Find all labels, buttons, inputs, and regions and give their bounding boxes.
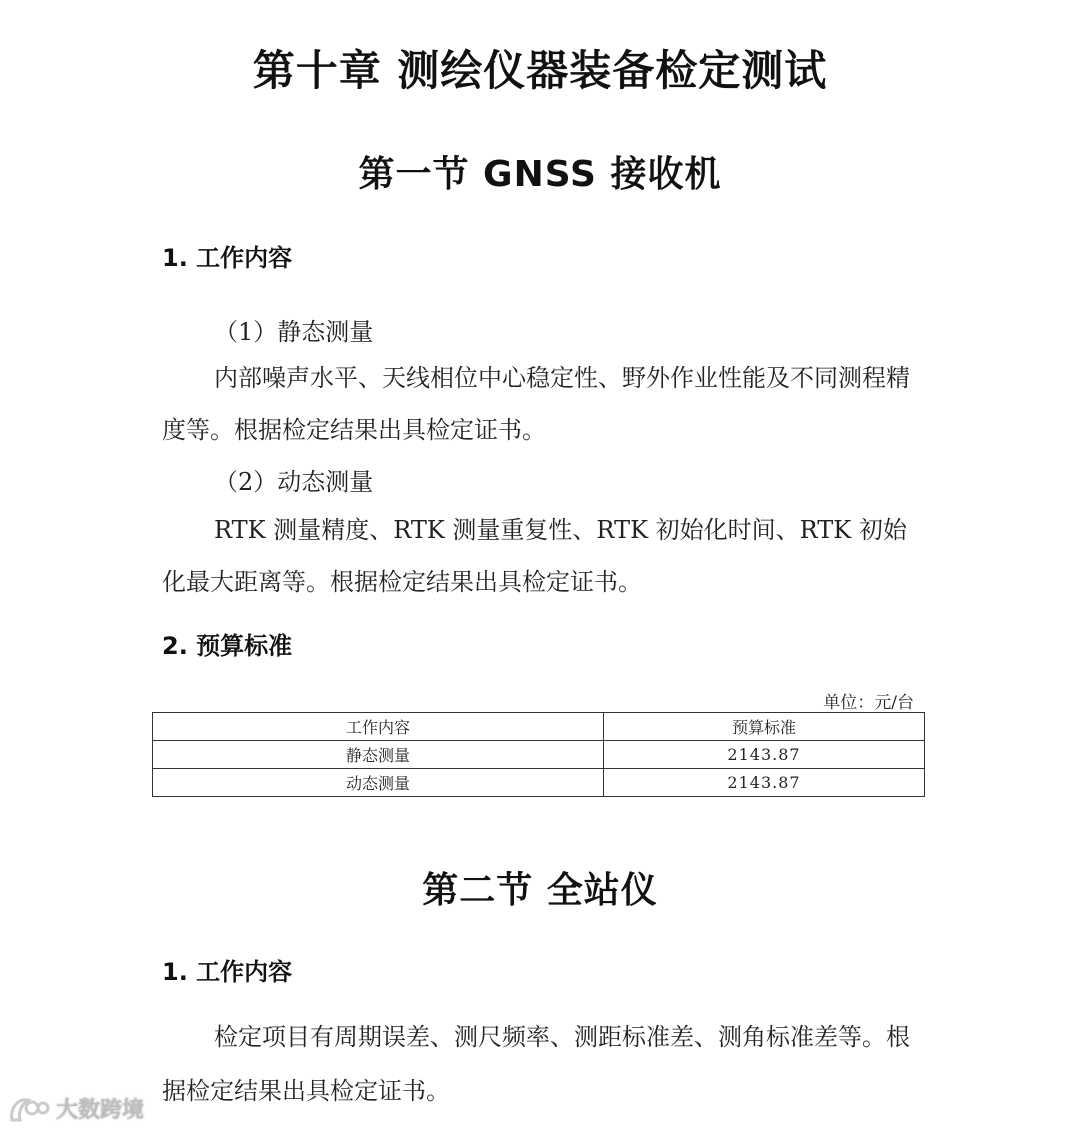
paragraph-static-measurement: 内部噪声水平、天线相位中心稳定性、野外作业性能及不同测程精度等。根据检定结果出具检定证书。 <box>162 364 910 444</box>
section-title-gnss: 第一节 GNSS 接收机 <box>358 154 722 195</box>
table-header-work-content: 工作内容 <box>153 713 604 741</box>
section-title-total-station: 第二节 全站仪 <box>422 870 658 911</box>
table-header-row <box>153 713 925 741</box>
budget-table <box>152 712 925 797</box>
heading-budget-standard: 2. 预算标准 <box>162 632 293 660</box>
table-row <box>153 741 925 769</box>
subheading-dynamic-measurement: （2）动态测量 <box>214 468 374 496</box>
unit-label: 单位：元/台 <box>823 693 914 713</box>
subheading-static-measurement: （1）静态测量 <box>214 318 374 346</box>
table-cell-item: 动态测量 <box>153 769 604 797</box>
watermark-text: 大数跨境 <box>56 1098 145 1123</box>
heading-work-content-total-station: 1. 工作内容 <box>162 958 293 986</box>
watermark <box>8 1093 144 1124</box>
paragraph-total-station: 检定项目有周期误差、测尺频率、测距标准差、测角标准差等。根据检定结果出具检定证书。 <box>162 1023 910 1105</box>
chapter-title: 第十章 测绘仪器装备检定测试 <box>252 46 828 95</box>
table-cell-amount: 2143.87 <box>604 741 925 769</box>
table-row <box>153 769 925 797</box>
table-cell-item: 静态测量 <box>153 741 604 769</box>
paragraph-dynamic-measurement: RTK 测量精度、RTK 测量重复性、RTK 初始化时间、RTK 初始化最大距离等。根据检定结果出具检定证书。 <box>162 516 907 596</box>
table-header-budget: 预算标准 <box>604 713 925 741</box>
table-cell-amount: 2143.87 <box>604 769 925 797</box>
heading-work-content-gnss: 1. 工作内容 <box>162 244 293 272</box>
logo-mark-icon <box>8 1094 50 1124</box>
